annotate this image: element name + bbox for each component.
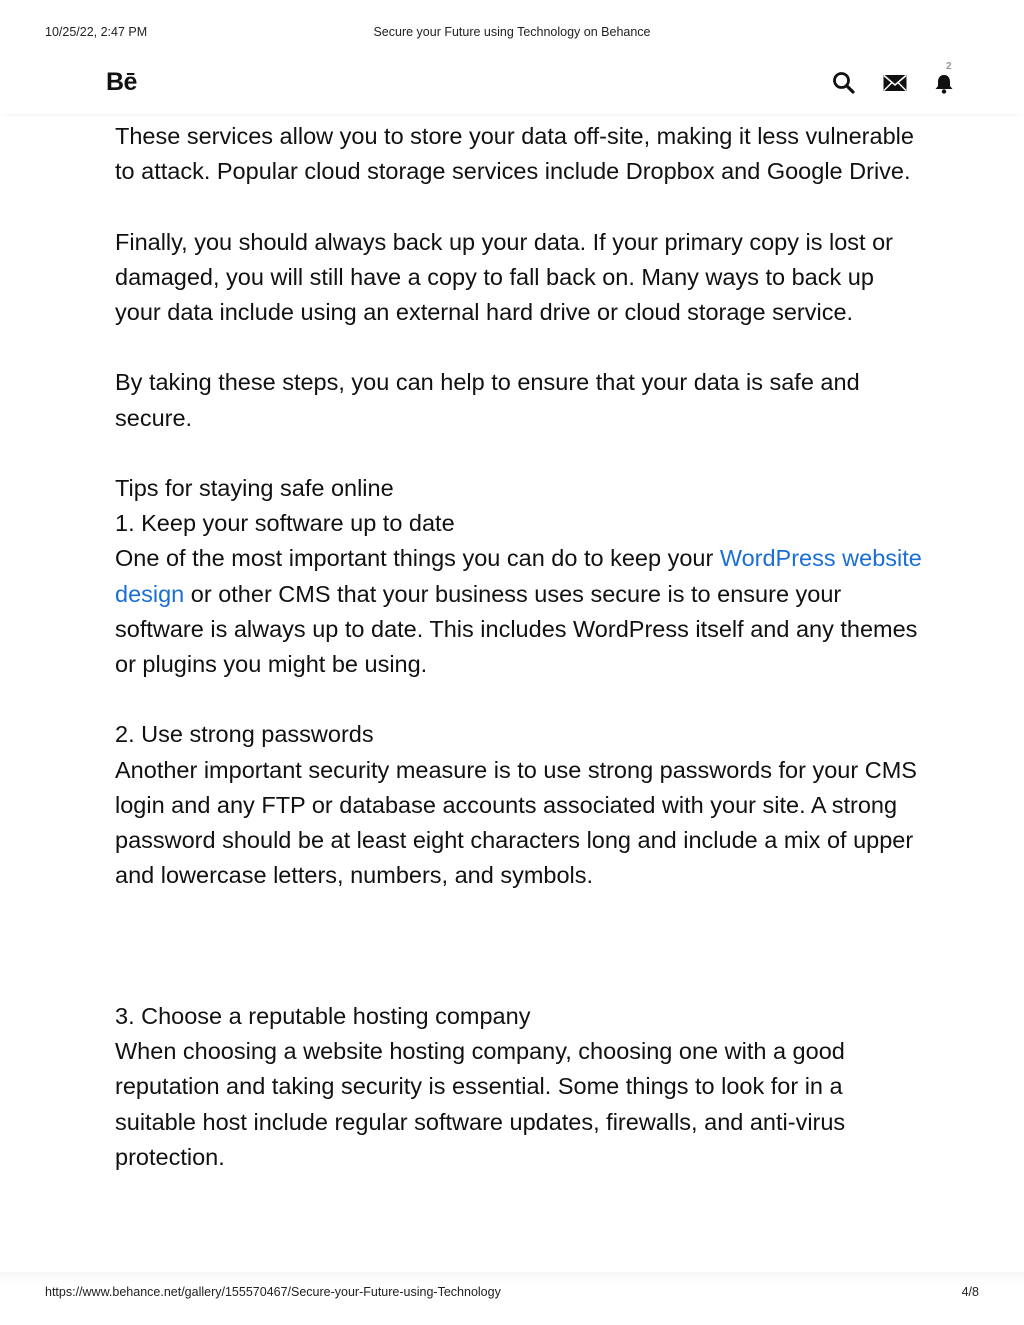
behance-logo[interactable]: Bē [106, 68, 137, 96]
article-body [115, 119, 925, 1175]
print-footer [0, 1285, 1024, 1301]
bell-icon[interactable] [931, 70, 957, 96]
tip1-text-after-link: or other CMS that your business uses secure is to ensure your software is always up to date. This includes WordPress itself and any themes or plugins you might be using. [115, 580, 918, 677]
paragraph-cloud-storage: These services allow you to store your data off-site, making it less vulnerable to attack. Popular cloud storage services include Dropbox and Google Drive. [115, 123, 914, 185]
notification-badge: 2 [946, 61, 952, 72]
tip1-text-before-link: One of the most important things you can do to keep your [115, 545, 720, 572]
print-page-title: Secure your Future using Technology on Behance [373, 25, 651, 39]
tip3-body: When choosing a website hosting company, choosing one with a good reputation and taking security is essential. Some things to look for in a suitable host include regular software updates, firewalls, and anti-virus protection. [115, 1038, 846, 1170]
print-header [0, 25, 1024, 41]
tip2-heading: 2. Use strong passwords [115, 721, 374, 748]
tip2-body: Another important security measure is to use strong passwords for your CMS login and any FTP or database accounts associated with your site. A strong password should be at least eight characters long and include a mix of upper and lowercase letters, numbers, and symbols. [115, 756, 917, 889]
wordpress-website-design-link[interactable]: WordPress website design [115, 545, 922, 607]
top-navbar [0, 56, 1024, 114]
tip1-body [115, 541, 925, 682]
tip1-heading: 1. Keep your software up to date [115, 510, 455, 537]
paragraph-backup: Finally, you should always back up your data. If your primary copy is lost or damaged, you will still have a copy to fall back on. Many ways to back up your data include using an external hard drive or cloud storage service. [115, 228, 894, 325]
search-icon[interactable] [831, 70, 857, 96]
footer-divider [0, 1272, 1024, 1284]
tips-heading: Tips for staying safe online [115, 474, 394, 501]
print-datetime: 10/25/22, 2:47 PM [45, 25, 148, 39]
print-page-number: 4/8 [961, 1285, 979, 1299]
print-url: https://www.behance.net/gallery/155570467/Secure-your-Future-using-Technology [45, 1285, 501, 1299]
tip3-heading: 3. Choose a reputable hosting company [115, 1003, 531, 1029]
mail-icon[interactable] [882, 70, 908, 96]
paragraph-conclusion: By taking these steps, you can help to ensure that your data is safe and secure. [115, 369, 860, 431]
